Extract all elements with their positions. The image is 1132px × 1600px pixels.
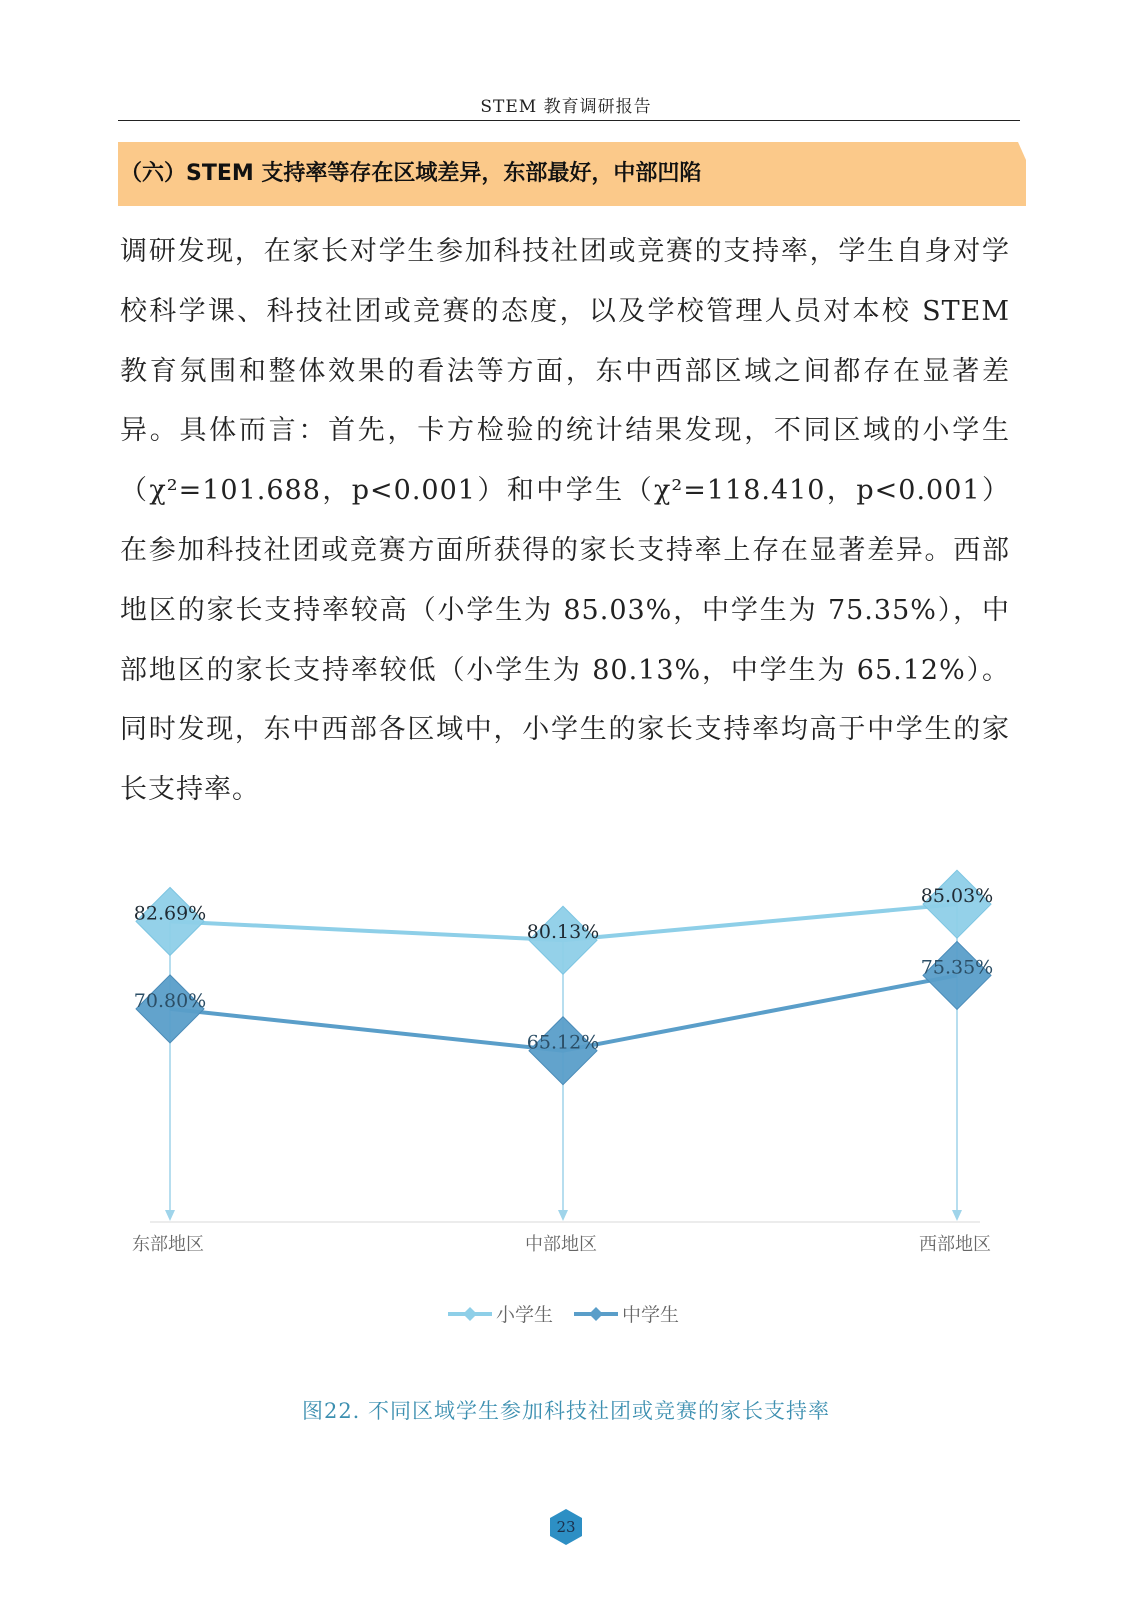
page-number: 23 bbox=[556, 1518, 576, 1536]
drop-arrow-icon bbox=[165, 1210, 175, 1221]
data-label: 85.03% bbox=[920, 885, 994, 908]
data-label: 65.12% bbox=[526, 1031, 600, 1054]
data-label: 70.80% bbox=[133, 989, 207, 1012]
section-title: （六）STEM 支持率等存在区域差异，东部最好，中部凹陷 bbox=[120, 161, 702, 186]
page-number-badge bbox=[547, 1508, 585, 1546]
running-header: STEM 教育调研报告 bbox=[480, 97, 652, 117]
drop-arrow-icon bbox=[558, 1210, 568, 1221]
legend-marker-icon bbox=[589, 1307, 603, 1321]
line-chart bbox=[0, 830, 1132, 1350]
chart-svg bbox=[0, 830, 1132, 1350]
data-label: 82.69% bbox=[133, 902, 207, 925]
legend-marker-icon bbox=[463, 1307, 477, 1321]
body-paragraph: 调研发现，在家长对学生参加科技社团或竞赛的支持率，学生自身对学校科学课、科技社团或竞赛的态度，以及学校管理人员对本校 STEM 教育氛围和整体效果的看法等方面，东中西部区域之间都存在显著差异。具体而言：首先，卡方检验的统计结果发现，不同区域的小学生（χ²=101.688，p<0.001）和中学生（χ²=118.410，p<0.001）在参加科技社团或竞赛方面所获得的家长支持率上存在显著差异。西部地区的家长支持率较高（小学生为 85.03%，中学生为 75.35%），中部地区的家长支持率较低（小学生为 80.13%，中学生为 65.12%）。同时发现，东中西部各区域中，小学生的家长支持率均高于中学生的家长支持率。 bbox=[120, 236, 1010, 806]
x-tick-label: 中部地区 bbox=[525, 1234, 597, 1255]
header-rule bbox=[118, 120, 1020, 121]
drop-arrow-icon bbox=[952, 1210, 962, 1221]
x-tick-label: 东部地区 bbox=[132, 1234, 204, 1255]
data-label: 75.35% bbox=[920, 956, 994, 979]
x-tick-label: 西部地区 bbox=[919, 1234, 991, 1255]
legend-label: 小学生 bbox=[496, 1304, 554, 1326]
data-label: 80.13% bbox=[526, 921, 600, 944]
figure-caption: 图22. 不同区域学生参加科技社团或竞赛的家长支持率 bbox=[301, 1399, 831, 1423]
legend-label: 中学生 bbox=[622, 1304, 680, 1326]
